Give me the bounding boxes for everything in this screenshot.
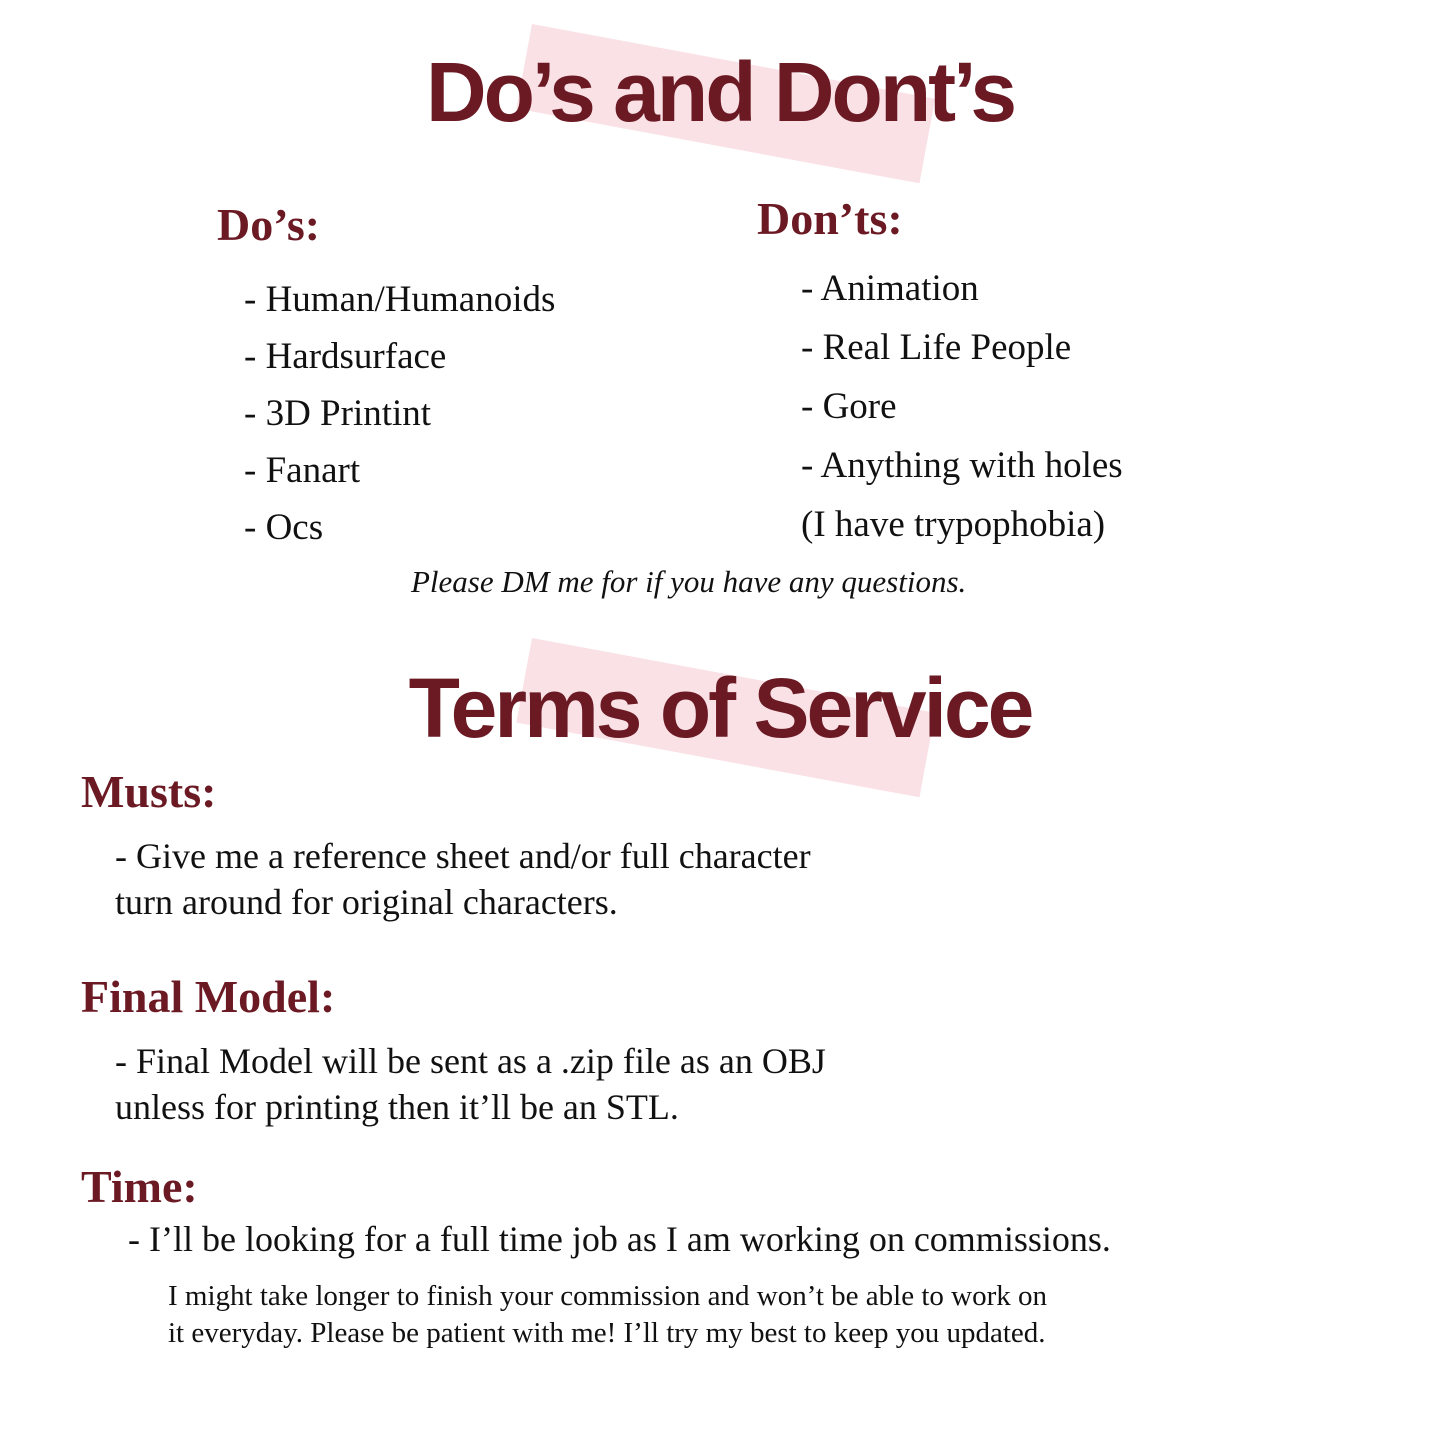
- tos-title: Terms of Service: [408, 661, 1032, 755]
- final-model-line: unless for printing then it’ll be an STL.: [115, 1087, 679, 1127]
- donts-item: - Real Life People: [801, 327, 1072, 368]
- musts-heading: Musts:: [81, 766, 217, 817]
- donts-heading: Don’ts:: [757, 193, 903, 244]
- dos-donts-title: Do’s and Dont’s: [425, 45, 1015, 139]
- donts-item: - Gore: [801, 386, 897, 427]
- dos-item: - Ocs: [244, 507, 324, 548]
- dos-item: - Hardsurface: [244, 336, 447, 377]
- dos-heading: Do’s:: [217, 199, 321, 250]
- time-line: - I’ll be looking for a full time job as I am working on commissions.: [128, 1219, 1111, 1259]
- dm-note: Please DM me for if you have any questions.: [411, 564, 967, 599]
- final-model-heading: Final Model:: [81, 971, 336, 1022]
- donts-item: (I have trypophobia): [801, 504, 1106, 545]
- time-heading: Time:: [81, 1161, 198, 1212]
- musts-line: - Give me a reference sheet and/or full character: [115, 836, 811, 876]
- dos-item: - 3D Printint: [244, 393, 432, 434]
- final-model-line: - Final Model will be sent as a .zip file as an OBJ: [115, 1041, 826, 1081]
- donts-item: - Anything with holes: [801, 445, 1123, 486]
- dos-item: - Human/Humanoids: [244, 279, 556, 320]
- time-note-line: I might take longer to finish your commission and won’t be able to work on: [168, 1280, 1047, 1312]
- dos-item: - Fanart: [244, 450, 361, 491]
- musts-line: turn around for original characters.: [115, 882, 618, 922]
- time-note-line: it everyday. Please be patient with me! I’ll try my best to keep you updated.: [168, 1317, 1046, 1349]
- donts-item: - Animation: [801, 268, 979, 309]
